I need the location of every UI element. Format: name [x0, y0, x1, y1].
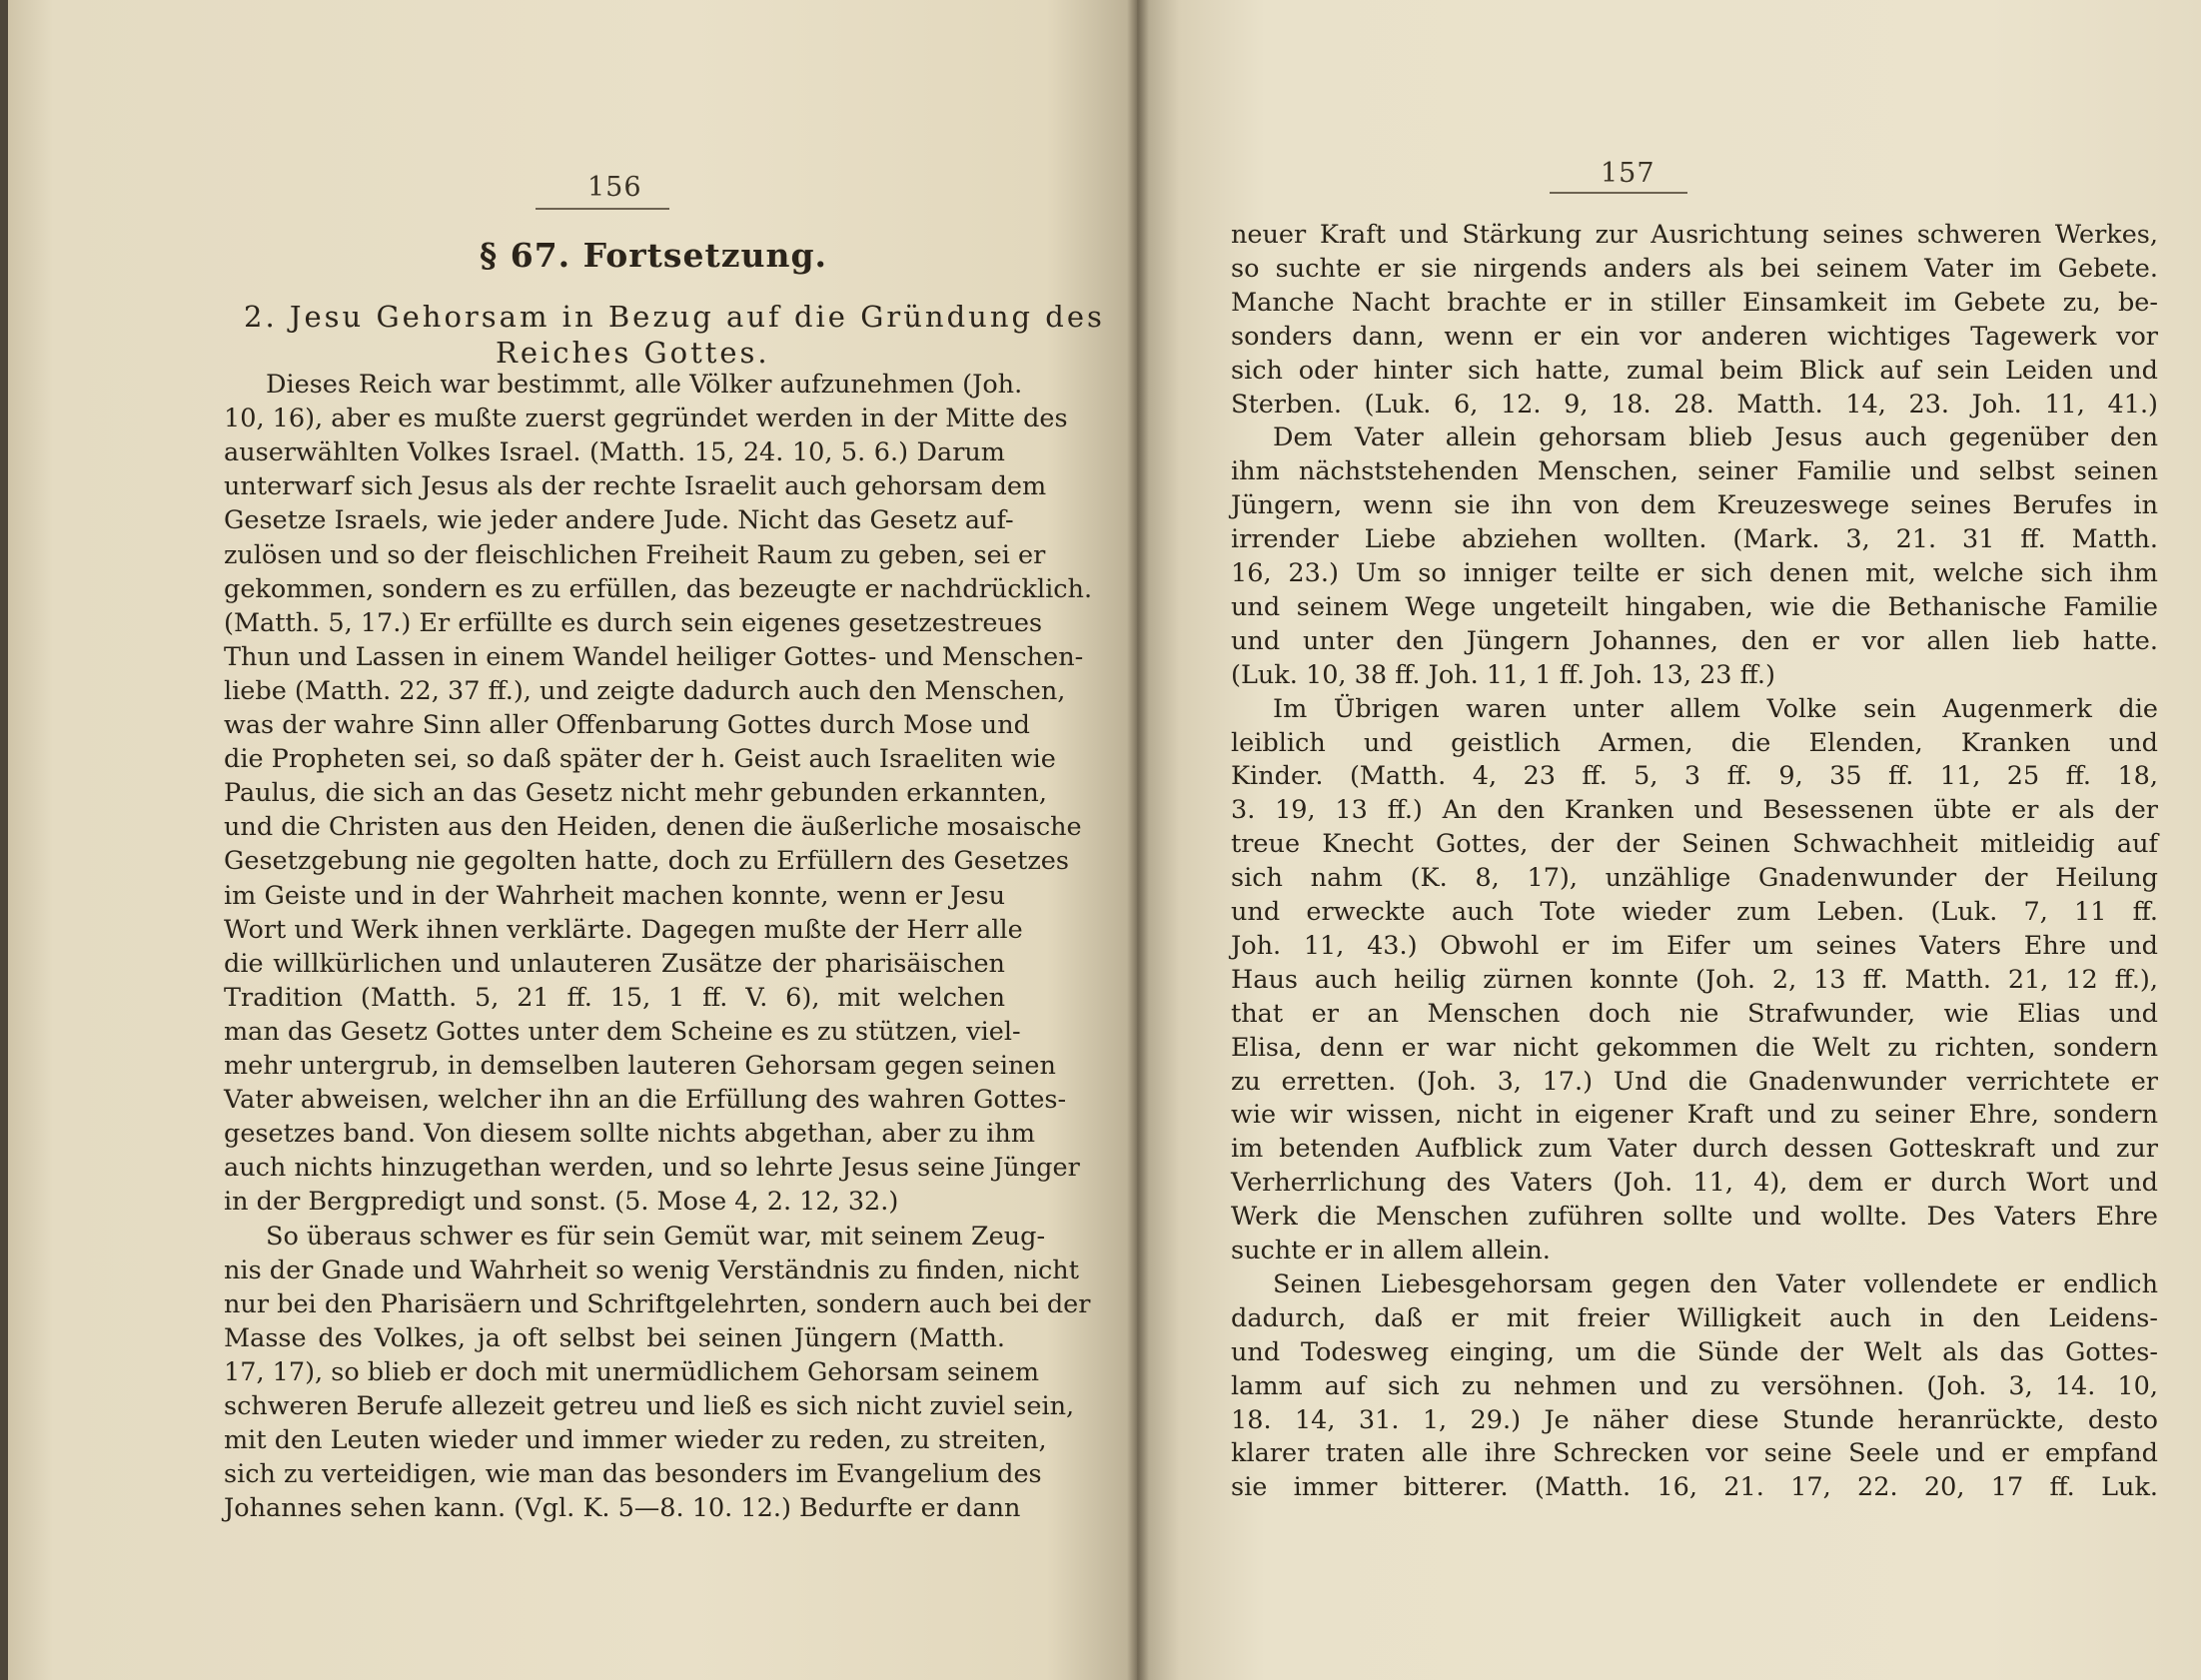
left-page [8, 0, 1137, 1680]
section-heading: § 67. Fortsetzung. [480, 236, 828, 275]
right-text-line: Im Übrigen waren unter allem Volke sein Augenmerk die [1273, 693, 2158, 724]
book-gutter [1127, 0, 1149, 1680]
left-text-line: So überaus schwer es für sein Gemüt war, mit seinem Zeug- [266, 1221, 1046, 1252]
right-text-line: und erweckte auch Tote wieder zum Leben. (Luk. 7, 11 ff. [1231, 897, 2158, 927]
right-page [1137, 0, 2201, 1680]
page-number-left: 156 [587, 172, 642, 203]
right-text-line: Kinder. (Matth. 4, 23 ff. 5, 3 ff. 9, 35 ff. 11, 25 ff. 18, [1231, 761, 2158, 792]
right-text-line: wie wir wissen, nicht in eigener Kraft und zu seiner Ehre, sondern [1231, 1100, 2158, 1131]
header-rule-left [536, 208, 669, 210]
left-text-line: die Propheten sei, so daß später der h. Geist auch Israeliten wie [224, 744, 1056, 775]
left-text-line: nur bei den Pharisäern und Schriftgelehrten, sondern auch bei der [224, 1288, 1091, 1319]
right-text-line: zu erretten. (Joh. 3, 17.) Und die Gnadenwunder verrichtete er [1231, 1066, 2158, 1097]
left-text-line: sich zu verteidigen, wie man das besonders im Evangelium des [224, 1459, 1042, 1490]
left-text-line: gesetzes band. Von diesem sollte nichts abgethan, aber zu ihm [224, 1119, 1036, 1150]
right-text-line: Joh. 11, 43.) Obwohl er im Eifer um seines Vaters Ehre und [1231, 930, 2158, 961]
left-text-line: Masse des Volkes, ja oft selbst bei seinen Jüngern (Matth. [224, 1322, 1005, 1353]
left-text-line: auch nichts hinzugethan werden, und so lehrte Jesus seine Jünger [224, 1153, 1080, 1184]
right-text-line: Elisa, denn er war nicht gekommen die Welt zu richten, sondern [1231, 1032, 2158, 1063]
right-text-line: leiblich und geistlich Armen, die Elenden, Kranken und [1231, 727, 2158, 758]
left-text-line: liebe (Matth. 22, 37 ff.), und zeigte dadurch auch den Menschen, [224, 675, 1066, 706]
right-text-line: sonders dann, wenn er ein vor anderen wichtiges Tagewerk vor [1231, 321, 2158, 352]
right-text-line: treue Knecht Gottes, der der Seinen Schwachheit mitleidig auf [1231, 829, 2158, 860]
left-text-line: man das Gesetz Gottes unter dem Scheine es zu stützen, viel- [224, 1016, 1021, 1047]
right-text-line: Manche Nacht brachte er in stiller Einsamkeit im Gebete zu, be- [1231, 287, 2158, 318]
right-text-line: ihm nächststehenden Menschen, seiner Familie und selbst seinen [1231, 456, 2158, 487]
left-text-line: 10, 16), aber es mußte zuerst gegründet werden in der Mitte des [224, 404, 1068, 434]
right-text-line: Verherrlichung des Vaters (Joh. 11, 4), dem er durch Wort und [1231, 1168, 2158, 1199]
left-text-line: Thun und Lassen in einem Wandel heiliger Gottes- und Menschen- [224, 641, 1084, 672]
left-text-line: schweren Berufe allezeit getreu und ließ es sich nicht zuviel sein, [224, 1391, 1075, 1421]
left-text-line: im Geiste und in der Wahrheit machen konnte, wenn er Jesu [224, 880, 1005, 911]
subheading-line: Reiches Gottes. [496, 336, 770, 370]
left-text-line: und die Christen aus den Heiden, denen die äußerliche mosaische [224, 812, 1082, 843]
left-text-line: 17, 17), so blieb er doch mit unermüdlichem Gehorsam seinem [224, 1356, 1039, 1387]
right-text-line: Haus auch heilig zürnen konnte (Joh. 2, 13 ff. Matth. 21, 12 ff.), [1231, 964, 2158, 995]
left-text-line: Gesetzgebung nie gegolten hatte, doch zu Erfüllern des Gesetzes [224, 846, 1069, 877]
right-text-line: Dem Vater allein gehorsam blieb Jesus auch gegenüber den [1273, 422, 2158, 453]
subheading-line: 2. Jesu Gehorsam in Bezug auf die Gründung des [244, 300, 1105, 334]
right-text-line: im betenden Aufblick zum Vater durch dessen Gotteskraft und zur [1231, 1134, 2158, 1165]
left-text-line: nis der Gnade und Wahrheit so wenig Verständnis zu finden, nicht [224, 1255, 1079, 1285]
right-text-line: 16, 23.) Um so inniger teilte er sich denen mit, welche sich ihm [1231, 558, 2158, 588]
right-text-line: Sterben. (Luk. 6, 12. 9, 18. 28. Matth. 14, 23. Joh. 11, 41.) [1231, 389, 2158, 420]
right-text-line: 3. 19, 13 ff.) An den Kranken und Besessenen übte er als der [1231, 795, 2158, 826]
right-text-line: und seinem Wege ungeteilt hingaben, wie die Bethanische Familie [1231, 591, 2158, 622]
right-text-line: Jüngern, wenn sie ihn von dem Kreuzeswege seines Berufes in [1231, 490, 2158, 521]
left-text-line: auserwählten Volkes Israel. (Matth. 15, 24. 10, 5. 6.) Darum [224, 437, 1005, 468]
left-text-line: Gesetze Israels, wie jeder andere Jude. Nicht das Gesetz auf- [224, 505, 1014, 536]
right-text-line: irrender Liebe abziehen wollten. (Mark. 3, 21. 31 ff. Matth. [1231, 524, 2158, 555]
right-text-line: suchte er in allem allein. [1231, 1236, 1551, 1265]
left-text-line: gekommen, sondern es zu erfüllen, das bezeugte er nachdrücklich. [224, 573, 1093, 604]
right-text-line: neuer Kraft und Stärkung zur Ausrichtung seines schweren Werkes, [1231, 220, 2158, 250]
left-text-line: Johannes sehen kann. (Vgl. K. 5—8. 10. 12.) Bedurfte er dann [224, 1493, 1021, 1524]
right-text-line: lamm auf sich zu nehmen und zu versöhnen. (Joh. 3, 14. 10, [1231, 1370, 2158, 1401]
left-text-line: Wort und Werk ihnen verklärte. Dagegen mußte der Herr alle [224, 914, 1023, 945]
left-text-line: unterwarf sich Jesus als der rechte Israelit auch gehorsam dem [224, 471, 1047, 502]
right-text-line: sie immer bitterer. (Matth. 16, 21. 17, 22. 20, 17 ff. Luk. [1231, 1472, 2158, 1503]
left-text-line: Paulus, die sich an das Gesetz nicht mehr gebunden erkannten, [224, 778, 1047, 809]
left-text-line: Tradition (Matth. 5, 21 ff. 15, 1 ff. V. 6), mit welchen [224, 982, 1005, 1013]
right-text-line: dadurch, daß er mit freier Willigkeit auch in den Leidens- [1231, 1302, 2158, 1333]
right-text-line: klarer traten alle ihre Schrecken vor seine Seele und er empfand [1231, 1438, 2158, 1469]
left-text-line: zulösen und so der fleischlichen Freiheit Raum zu geben, sei er [224, 539, 1046, 570]
right-text-line: (Luk. 10, 38 ff. Joh. 11, 1 ff. Joh. 13, 23 ff.) [1231, 659, 1775, 690]
left-text-line: die willkürlichen und unlauteren Zusätze der pharisäischen [224, 948, 1005, 979]
right-text-line: so suchte er sie nirgends anders als bei seinem Vater im Gebete. [1231, 253, 2158, 284]
right-text-line: und unter den Jüngern Johannes, den er vor allen lieb hatte. [1231, 625, 2158, 656]
page-number-right: 157 [1601, 158, 1655, 189]
left-text-line: mehr untergrub, in demselben lauteren Gehorsam gegen seinen [224, 1051, 1056, 1081]
right-text-line: sich nahm (K. 8, 17), unzählige Gnadenwunder der Heilung [1231, 863, 2158, 894]
right-text-line: 18. 14, 31. 1, 29.) Je näher diese Stunde heranrückte, desto [1231, 1404, 2158, 1435]
left-text-line: Dieses Reich war bestimmt, alle Völker aufzunehmen (Joh. [266, 370, 1023, 400]
left-text-line: in der Bergpredigt und sonst. (5. Mose 4, 2. 12, 32.) [224, 1187, 899, 1218]
left-text-line: (Matth. 5, 17.) Er erfüllte es durch sein eigenes gesetzestreues [224, 607, 1043, 638]
right-text-line: und Todesweg einging, um die Sünde der Welt als das Gottes- [1231, 1336, 2158, 1367]
right-text-line: Seinen Liebesgehorsam gegen den Vater vollendete er endlich [1273, 1268, 2158, 1299]
right-text-line: sich oder hinter sich hatte, zumal beim Blick auf sein Leiden und [1231, 355, 2158, 386]
left-text-line: Vater abweisen, welcher ihn an die Erfüllung des wahren Gottes- [224, 1085, 1067, 1116]
left-text-line: mit den Leuten wieder und immer wieder zu reden, zu streiten, [224, 1425, 1047, 1456]
right-text-line: Werk die Menschen zuführen sollte und wollte. Des Vaters Ehre [1231, 1202, 2158, 1233]
header-rule-right [1550, 192, 1687, 194]
right-text-line: that er an Menschen doch nie Strafwunder, wie Elias und [1231, 998, 2158, 1029]
left-text-line: was der wahre Sinn aller Offenbarung Gottes durch Mose und [224, 710, 1030, 740]
